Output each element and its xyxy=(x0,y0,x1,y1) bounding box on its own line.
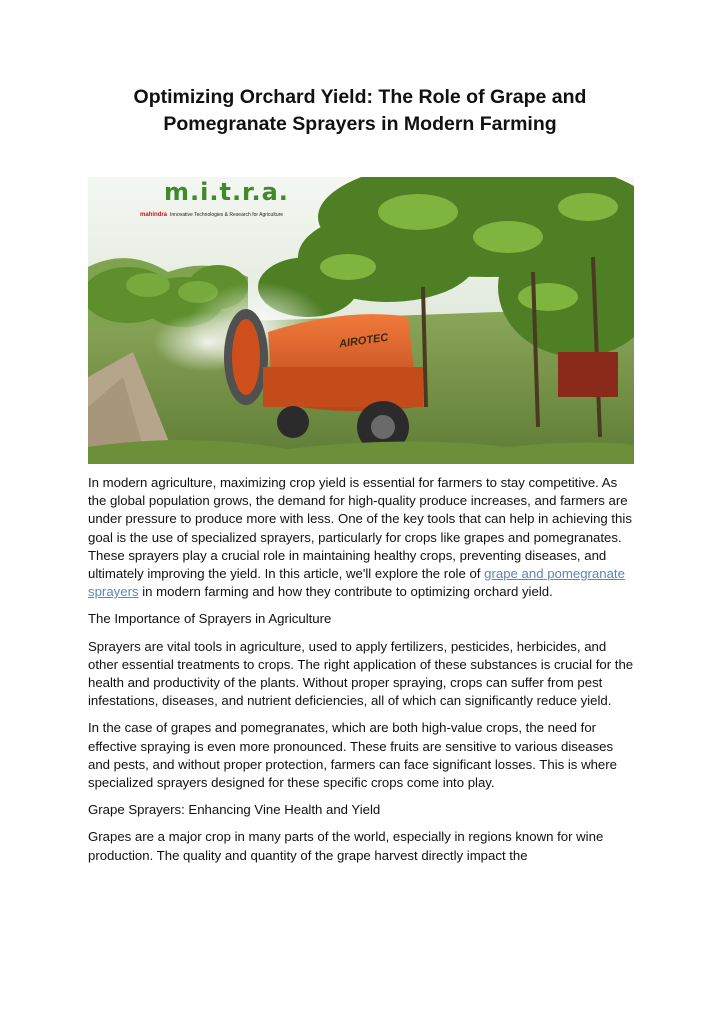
intro-text-before: In modern agriculture, maximizing crop yield is essential for farmers to stay competitive. As the global population grows, the demand for high-quality produce increases, and farmers are under pressure to produce more with less. One of the key tools that can help in achieving this goal is the use of specialized sprayers, particularly for crops like grapes and pomegranates. These sprayers play a crucial role in maintaining healthy crops, preventing diseases, and ultimately improving the yield. In this article, we'll explore the role of xyxy=(88,475,632,582)
paragraph-sprayers-vital: Sprayers are vital tools in agriculture, used to apply fertilizers, pesticides, herbicides, and other essential treatments to crops. The right application of these substances is crucial for the health and productivity of the plants. Without proper spraying, crops can suffer from pest infestations, diseases, and nutrient deficiencies, all of which can significantly reduce yield. xyxy=(88,638,634,709)
section-heading-importance: The Importance of Sprayers in Agriculture xyxy=(88,611,332,627)
mitra-logo xyxy=(88,177,288,227)
logo-brand: mahindra xyxy=(140,212,168,218)
intro-paragraph xyxy=(88,474,636,601)
paragraph-grapes-major-crop: Grapes are a major crop in many parts of the world, especially in regions known for wine production. The quality and quantity of the grape harvest directly impact the xyxy=(88,829,604,863)
intro-text-after: in modern farming and how they contribute to optimizing orchard yield. xyxy=(142,584,553,600)
logo-tagline-row xyxy=(140,212,283,218)
logo-wordmark: m.i.t.r.a. xyxy=(164,178,289,206)
hero-image xyxy=(88,177,634,464)
paragraph-grapes-pomegranates: In the case of grapes and pomegranates, which are both high-value crops, the need for effective spraying is even more pronounced. These fruits are sensitive to various diseases and pests, and without proper protection, farmers can face significant losses. This is where specialized sprayers designed for these specific crops come into play. xyxy=(88,720,617,791)
article-body xyxy=(88,474,636,874)
sprayer-brand-label: AIROTEC xyxy=(338,331,390,351)
logo-tagline: Innovative Technologies & Research for Agriculture xyxy=(170,212,284,218)
page-title: Optimizing Orchard Yield: The Role of Grape and Pomegranate Sprayers in Modern Farming xyxy=(133,86,587,135)
grape-pomegranate-sprayers-link[interactable]: grape and pomegranate sprayers xyxy=(88,566,625,600)
section-heading-grape-sprayers: Grape Sprayers: Enhancing Vine Health and Yield xyxy=(88,802,381,818)
